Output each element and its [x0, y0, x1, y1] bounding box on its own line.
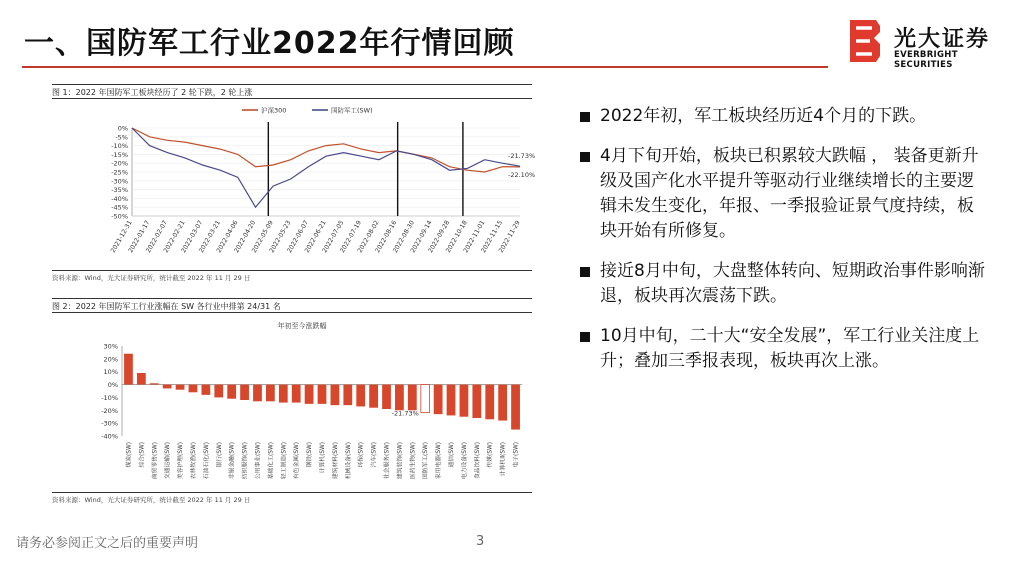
- end-value-label: -21.73%: [508, 152, 536, 161]
- series-line: [132, 128, 520, 207]
- y-tick-label: -10%: [111, 142, 128, 151]
- x-tick-label: 石油石化(SW): [203, 442, 210, 480]
- x-tick-label: 电力设备(SW): [461, 442, 468, 480]
- x-tick-label: 基础化工(SW): [268, 442, 275, 480]
- bullet-square-icon: [580, 112, 590, 122]
- x-tick-label: 传媒(SW): [487, 442, 494, 468]
- x-tick-label: 2022-09-14: [409, 219, 434, 255]
- x-tick-label: 纺织服饰(SW): [242, 442, 249, 480]
- bullet-list: [578, 104, 988, 389]
- x-tick-label: 环保(SW): [358, 442, 365, 468]
- x-tick-label: 2021-12-31: [109, 219, 134, 255]
- y-tick-label: -20%: [101, 406, 118, 415]
- x-tick-label: 医药生物(SW): [410, 442, 417, 480]
- x-tick-label: 煤炭(SW): [126, 442, 133, 468]
- figure2-top-rule: [52, 298, 532, 299]
- x-tick-label: 机械设备(SW): [345, 442, 352, 480]
- bar: [266, 385, 275, 402]
- legend-label: 国防军工(SW): [331, 106, 373, 115]
- bar: [292, 385, 301, 403]
- bar: [253, 385, 262, 402]
- bar: [356, 385, 365, 407]
- x-tick-label: 2022-02-21: [162, 219, 187, 255]
- x-tick-label: 2022-11-15: [480, 219, 505, 255]
- x-tick-label: 2022-11-29: [497, 219, 522, 255]
- bar-value-label: -21.73%: [391, 409, 419, 418]
- y-tick-label: -35%: [111, 186, 128, 195]
- bullet-text: 10月中旬，二十大“安全发展”，军工行业关注度上升；叠加三季报表现，板块再次上涨。: [600, 326, 980, 371]
- bullet-text: 4月下旬开始，板块已积累较大跌幅 ， 装备更新升级及国产化水平提升等驱动行业继续增长的主要逻辑未发生变化，年报、一季报验证景气度持续，板块开始有所修复。: [600, 146, 979, 241]
- bar: [279, 385, 288, 403]
- bullet-item: [578, 324, 988, 374]
- company-logo: [846, 18, 1016, 70]
- x-tick-label: 2022-09-28: [427, 219, 452, 255]
- bar: [214, 385, 223, 398]
- y-tick-label: 10%: [103, 368, 118, 377]
- bar: [305, 385, 314, 404]
- figure1-caption: 图 1：2022 年国防军工板块经历了 2 轮下跌，2 轮上涨: [52, 88, 253, 97]
- bar: [460, 385, 469, 417]
- x-tick-label: 2022-07-19: [338, 219, 364, 255]
- end-value-label: -22.10%: [508, 170, 536, 179]
- bullet-square-icon: [580, 267, 590, 277]
- bar: [189, 385, 198, 393]
- bullet-text: 接近8月中旬，大盘整体转向、短期政治事件影响渐退，板块再次震荡下跌。: [600, 261, 985, 306]
- y-tick-label: -15%: [111, 150, 128, 159]
- bar: [498, 385, 507, 421]
- page-title: 一、国防军工行业2022年行情回顾: [24, 26, 515, 61]
- x-tick-label: 国防军工(SW): [423, 442, 430, 480]
- x-tick-label: 综合(SW): [139, 442, 146, 468]
- bar: [343, 385, 352, 406]
- figure1-bottom-rule: [52, 270, 532, 271]
- x-tick-label: 交通运输(SW): [165, 442, 172, 480]
- x-tick-label: 2022-02-07: [144, 219, 170, 255]
- figure1-caption-rule: [52, 98, 532, 99]
- bar: [408, 385, 417, 411]
- bullet-item: [578, 104, 988, 129]
- x-tick-label: 食品饮料(SW): [474, 442, 481, 480]
- x-tick-label: 2022-05-23: [268, 219, 293, 255]
- x-tick-label: 银行(SW): [216, 442, 223, 468]
- x-tick-label: 2022-06-07: [286, 219, 311, 255]
- x-tick-label: 钢铁(SW): [307, 442, 314, 468]
- y-tick-label: -30%: [111, 177, 128, 186]
- bar: [472, 385, 481, 418]
- title-underline: [22, 66, 828, 68]
- logo-mark-icon: [846, 18, 882, 64]
- bar: [227, 385, 236, 399]
- x-tick-label: 2022-08-16: [374, 219, 399, 255]
- figure2-caption-rule: [52, 312, 532, 313]
- x-tick-label: 2022-05-09: [250, 219, 275, 255]
- bar: [421, 385, 430, 413]
- x-tick-label: 2022-11-01: [462, 219, 487, 255]
- bar: [395, 385, 404, 411]
- x-tick-label: 农林牧渔(SW): [190, 442, 197, 480]
- bar: [331, 385, 340, 406]
- y-tick-label: -40%: [101, 432, 118, 441]
- x-tick-label: 2022-06-21: [303, 219, 328, 255]
- x-tick-label: 商贸零售(SW): [152, 442, 159, 480]
- x-tick-label: 汽车(SW): [371, 442, 378, 468]
- bullet-item: [578, 259, 988, 309]
- bullet-item: [578, 144, 988, 244]
- bar: [382, 385, 391, 409]
- figure2-bottom-rule: [52, 492, 532, 493]
- y-tick-label: -50%: [111, 212, 128, 221]
- x-tick-label: 2022-10-18: [444, 219, 469, 255]
- y-tick-label: 20%: [103, 355, 118, 364]
- x-tick-label: 计算机Ⅱ(SW): [500, 442, 507, 477]
- x-tick-label: 2022-08-30: [391, 219, 416, 255]
- x-tick-label: 建筑装饰(SW): [397, 442, 404, 480]
- bullet-text: 2022年初，军工板块经历近4个月的下跌。: [600, 106, 927, 126]
- figure1-top-rule: [52, 84, 532, 85]
- bullet-square-icon: [580, 332, 590, 342]
- figure2-source: 资料来源：Wind，光大证券研究所，统计截至 2022 年 11 月 29 日: [52, 496, 251, 504]
- x-tick-label: 通信(SW): [449, 442, 456, 468]
- disclaimer-footer: 请务必参阅正文之后的重要声明: [16, 536, 199, 551]
- figure1-source: 资料来源：Wind，光大证券研究所，统计截至 2022 年 11 月 29 日: [52, 274, 251, 282]
- bar: [511, 385, 520, 430]
- x-tick-label: 轻工制造(SW): [281, 442, 288, 480]
- bar-chart: [52, 314, 532, 490]
- x-tick-label: 有色金属(SW): [294, 442, 301, 480]
- x-tick-label: 家用电器(SW): [436, 442, 443, 480]
- x-tick-label: 2022-07-05: [321, 219, 346, 255]
- x-tick-label: 2022-08-02: [356, 219, 381, 255]
- y-tick-label: -20%: [111, 159, 128, 168]
- bar: [201, 385, 210, 395]
- y-tick-label: -40%: [111, 194, 128, 203]
- line-chart: [52, 100, 536, 270]
- x-tick-label: 2022-03-07: [180, 219, 205, 255]
- x-tick-label: 2022-04-06: [215, 219, 240, 255]
- y-tick-label: -30%: [101, 419, 118, 428]
- y-tick-label: -5%: [115, 133, 128, 142]
- page-number: 3: [476, 534, 485, 549]
- x-tick-label: 美容护理(SW): [178, 442, 185, 480]
- x-tick-label: 2022-03-21: [197, 219, 222, 255]
- chart-title: 年初至今涨跌幅: [277, 322, 327, 330]
- bar: [150, 383, 159, 384]
- y-tick-label: -45%: [111, 203, 128, 212]
- series-line: [132, 128, 520, 172]
- bar: [434, 385, 443, 415]
- bullet-square-icon: [580, 152, 590, 162]
- y-tick-label: -10%: [101, 393, 118, 402]
- logo-text-en: EVERBRIGHT SECURITIES: [894, 50, 958, 70]
- y-tick-label: 30%: [103, 342, 118, 351]
- bar: [137, 373, 146, 385]
- x-tick-label: 非银金融(SW): [229, 442, 236, 480]
- logo-text-cn: 光大证券: [894, 27, 991, 52]
- x-tick-label: 计算机(SW): [320, 442, 326, 474]
- bar: [240, 385, 249, 400]
- y-tick-label: 0%: [107, 381, 118, 390]
- x-tick-label: 社会服务(SW): [384, 442, 391, 480]
- bar: [369, 385, 378, 408]
- bar: [485, 385, 494, 420]
- x-tick-label: 建筑材料(SW): [332, 442, 339, 480]
- bar: [447, 385, 456, 416]
- x-tick-label: 公用事业(SW): [255, 442, 262, 480]
- legend-label: 沪深300: [261, 106, 287, 115]
- bar: [318, 385, 327, 404]
- bar: [163, 385, 172, 389]
- y-tick-label: -25%: [111, 168, 128, 177]
- bar: [124, 354, 133, 385]
- x-tick-label: 2022-01-17: [127, 219, 152, 255]
- x-tick-label: 电子(SW): [513, 442, 520, 468]
- x-tick-label: 2022-04-20: [233, 219, 258, 255]
- figure2-caption: 图 2：2022 年国防军工行业涨幅在 SW 各行业中排第 24/31 名: [52, 302, 281, 311]
- y-tick-label: 0%: [117, 124, 128, 133]
- bar: [176, 385, 185, 390]
